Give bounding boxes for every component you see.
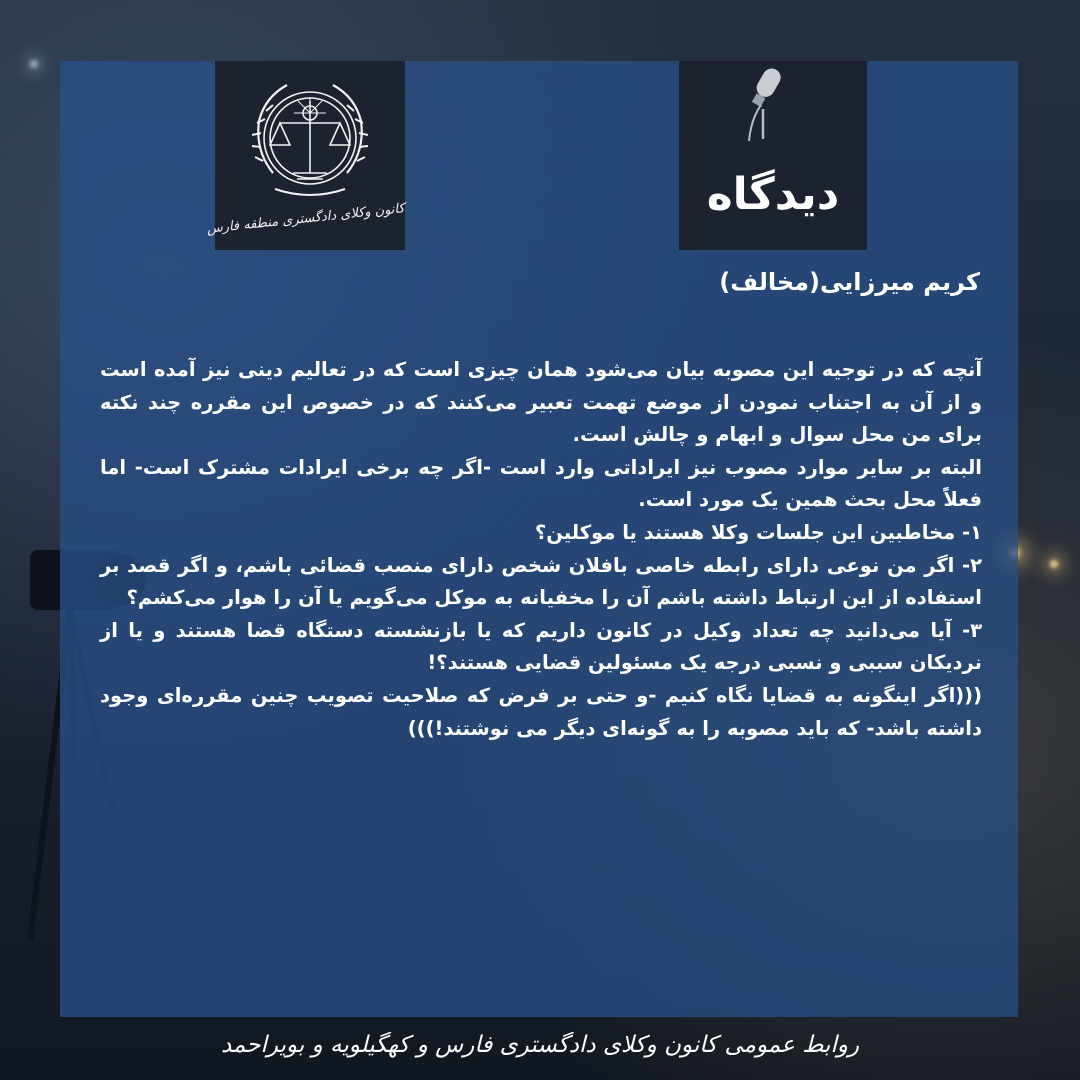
microphone-icon	[679, 61, 867, 250]
paragraph: (((اگر اینگونه به قضایا نگاه کنیم -و حتی بر فرض که صلاحیت تصویب چنین مقرره‌ای وجود داشته باشد- که باید مصوبه را به گونه‌ای دیگر می نوشتند!)))	[100, 683, 982, 740]
section-badge	[679, 61, 867, 250]
author-name: کریم میرزایی(مخالف)	[719, 268, 980, 296]
logo-caption: کانون وکلای دادگستری منطقه فارس	[206, 201, 406, 237]
bar-association-logo	[206, 61, 406, 250]
paragraph: آنچه که در توجیه این مصوبه بیان می‌شود همان چیزی است که در تعالیم دینی نیز آمده است و از آن به اجتناب نمودن از موضع تهمت تعبیر می‌کنند که در خصوص این مقرره چند نکته برای من محل سوال و ابهام و چالش است.	[100, 358, 982, 447]
paragraph: ۳- آیا می‌دانید چه تعداد وکیل در کانون داریم که یا بازنشسته دستگاه قضا هستند و یا از نردیکان سببی و نسبی درجه یک مسئولین قضایی هستند؟!	[100, 618, 982, 675]
paragraph: ۲- اگر من نوعی دارای رابطه خاصی بافلان شخص دارای منصب قضائی باشم، و اگر قصد بر استفاده از این ارتباط داشته باشم آن را مخفیانه به موکل می‌گویم یا آن را هوار می‌کشم؟	[100, 553, 982, 610]
paragraph: البته بر سایر موارد مصوب نیز ایراداتی وارد است -اگر چه برخی ایرادات مشترک است- اما فعلاً محل بحث همین یک مورد است.	[100, 455, 982, 512]
section-title: دیدگاه	[706, 169, 840, 220]
article-body	[100, 354, 982, 745]
background-light	[1050, 560, 1058, 568]
background-light	[30, 60, 38, 68]
footer-caption: روابط عمومی کانون وکلای دادگستری فارس و کهگیلویه و بویراحمد	[220, 1032, 860, 1058]
paragraph: ۱- مخاطبین این جلسات وکلا هستند یا موکلین؟	[534, 520, 982, 544]
